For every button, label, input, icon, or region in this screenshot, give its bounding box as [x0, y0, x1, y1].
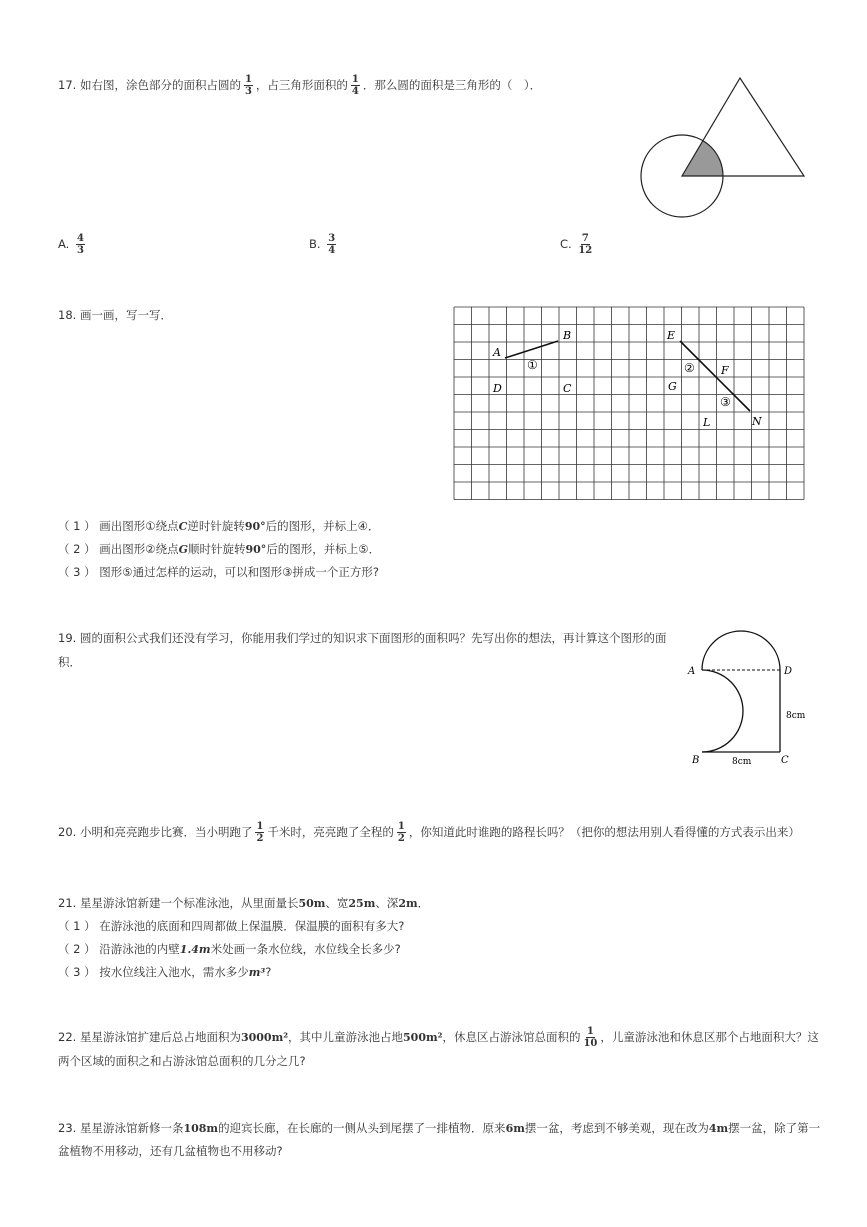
top-semicircle — [702, 631, 780, 670]
shaded-sector — [682, 140, 723, 176]
point-label-a: A — [493, 346, 501, 359]
q19-label-d: D — [784, 666, 793, 677]
q17-stem: 17. 如右图，涂色部分的面积占圆的 $\frac{1}{3}$ ，占三角形面积的 $\frac{1}{4}$ ．那么圆的面积是三角形的（ ）． — [58, 74, 542, 97]
q22-stem-line2: 两个区域的面积之和占游泳馆总面积的几分之几? — [58, 1054, 306, 1068]
q19-label-a: A — [688, 666, 696, 677]
q21-sub1: （ 1 ） 在游泳池的底面和四周都做上保温膜．保温膜的面积有多大? — [58, 919, 405, 933]
q22-stem-line1: 22. 星星游泳馆扩建后总占地面积为3000m²，其中儿童游泳池占地500m²，休息区占游泳馆总面积的 $\frac{1}{10}$ ，儿童游泳池和休息区那个占地面积大？这 — [58, 1026, 819, 1049]
q17-fraction-a: $\frac{1}{3}$ — [244, 74, 252, 97]
q19-label-bottom: 8cm — [732, 757, 752, 767]
shape-label-1: ① — [527, 358, 538, 372]
q18-sub2: （ 2 ） 画出图形②绕点G顺时针旋转90°后的图形，并标上⑤． — [58, 542, 381, 556]
q18-stem: 18. 画一画，写一写． — [58, 308, 172, 322]
q19-label-c: C — [781, 755, 789, 766]
grid — [454, 307, 804, 500]
point-label-n: N — [752, 415, 762, 428]
q19-stem-line1: 19. 圆的面积公式我们还没有学习，你能用我们学过的知识求下面图形的面积吗？先写出你的想法，再计算这个图形的面 — [58, 631, 667, 645]
q23-stem-line1: 23. 星星游泳馆新修一条108m的迎宾长廊，在长廊的一侧从头到尾摆了一排植物．原来6m摆一盆，考虑到不够美观，现在改为4m摆一盆，除了第一 — [58, 1121, 821, 1135]
q17-option-b[interactable]: B. $\frac{3}{4}$ — [309, 233, 336, 256]
point-label-c: C — [563, 382, 572, 395]
q19-label-b: B — [692, 755, 700, 766]
q19-stem-line2: 积． — [58, 655, 81, 669]
q18-sub3: （ 3 ） 图形⑤通过怎样的运动，可以和图形③拼成一个正方形? — [58, 565, 380, 579]
point-label-f: F — [721, 364, 729, 377]
shape-label-3: ③ — [720, 395, 731, 409]
point-label-l: L — [703, 416, 711, 429]
shape-label-2: ② — [684, 361, 695, 375]
q19-figure — [685, 624, 810, 769]
point-label-b: B — [563, 329, 572, 342]
q21-stem: 21. 星星游泳馆新建一个标准泳池，从里面量长50m、宽25m、深2m． — [58, 896, 430, 910]
q17-option-a[interactable]: A. $\frac{4}{3}$ — [58, 233, 84, 256]
q19-label-side: 8cm — [786, 711, 806, 721]
q21-sub3: （ 3 ） 按水位线注入池水，需水多少m³? — [58, 965, 272, 979]
q20-stem: 20. 小明和亮亮跑步比赛．当小明跑了 $\frac{1}{2}$ 千米时，亮亮跑了全程的 $\frac{1}{2}$ ，你知道此时谁跑的路程长吗？（把你的想法用别人看得懂的方式表示出来） — [58, 821, 800, 844]
q17-option-c[interactable]: C. $\frac{7}{12}$ — [560, 233, 593, 256]
point-label-e: E — [667, 329, 676, 342]
q17-fraction-b: $\frac{1}{4}$ — [351, 74, 359, 97]
segment-enl — [680, 341, 750, 411]
inner-semicircle — [702, 670, 743, 752]
q23-stem-line2: 盆植物不用移动，还有几盆植物也不用移动? — [58, 1144, 283, 1158]
segment-ab — [505, 341, 558, 358]
q18-grid-figure — [453, 306, 807, 502]
point-label-g: G — [668, 380, 677, 393]
q17-circle-triangle-figure — [630, 70, 815, 225]
q18-sub1: （ 1 ） 画出图形①绕点C逆时针旋转90°后的图形，并标上④． — [58, 519, 380, 533]
q21-sub2: （ 2 ） 沿游泳池的内壁1.4m米处画一条水位线，水位线全长多少? — [58, 942, 401, 956]
point-label-d: D — [493, 382, 502, 395]
